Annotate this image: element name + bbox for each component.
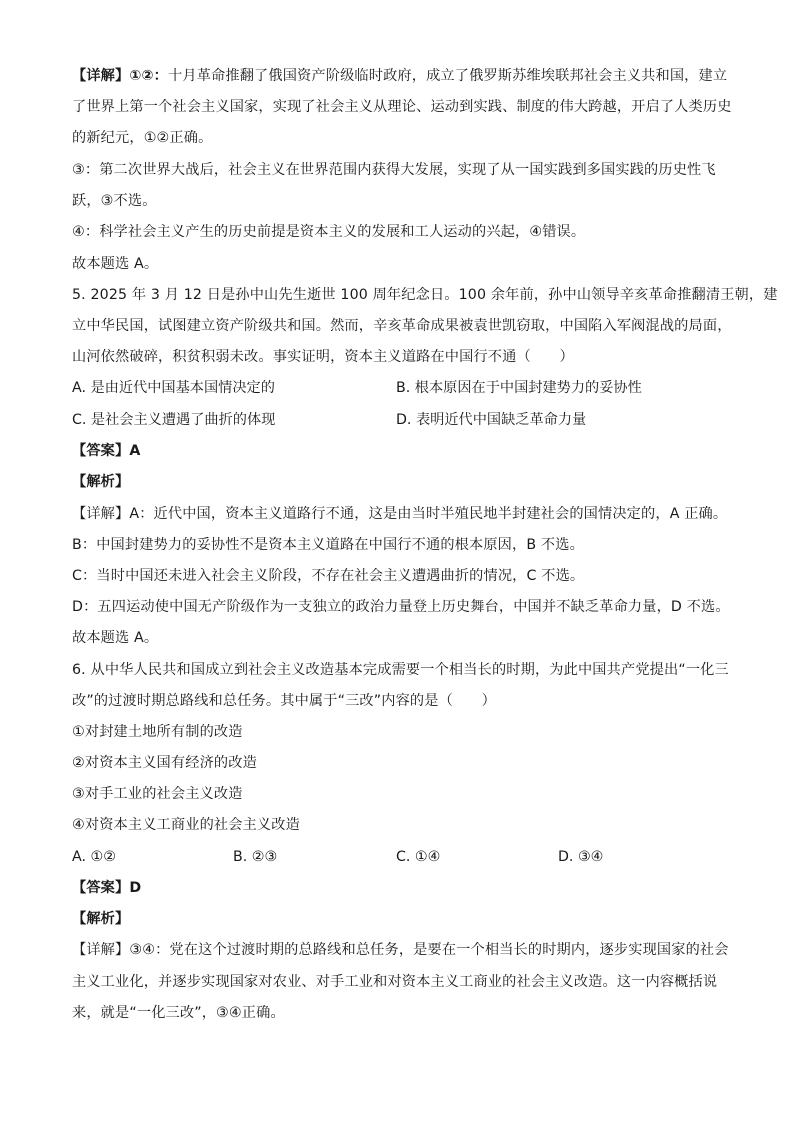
q5-option-d: D. 表明近代中国缺乏革命力量 [396, 412, 587, 428]
q5-stem-line-3: 山河依然破碎，积贫积弱未改。事实证明，资本主义道路在中国行不通（ ） [72, 349, 574, 365]
q6-option-a: A. ①② [72, 849, 116, 865]
q5-detail-b: B：中国封建势力的妥协性不是资本主义道路在中国行不通的根本原因，B 不选。 [72, 537, 584, 553]
q6-detail-line-1: 【详解】③④：党在这个过渡时期的总路线和总任务，是要在一个相当长的时期内，逐步实现国家的社会 [72, 942, 729, 958]
q6-item-4: ④对资本主义工商业的社会主义改造 [72, 817, 300, 833]
q4-detail-line-6: ④：科学社会主义产生的历史前提是资本主义的发展和工人运动的兴起，④错误。 [72, 224, 586, 240]
q6-option-c: C. ①④ [396, 849, 441, 865]
q4-detail-line-1 [72, 66, 732, 86]
q5-detail-d: D：五四运动使中国无产阶级作为一支独立的政治力量登上历史舞台，中国并不缺乏革命力量，D 不选。 [72, 599, 730, 615]
q4-detail-line-4: ③：第二次世界大战后，社会主义在世界范围内获得大发展，实现了从一国实践到多国实践的历史性飞 [72, 162, 716, 178]
q6-stem-line-2: 改”的过渡时期总路线和总任务。其中属于“三改”内容的是（ ） [72, 693, 496, 709]
q6-analysis-heading: 【解析】 [72, 911, 130, 927]
q6-answer: 【答案】D [72, 880, 142, 896]
q6-item-2: ②对资本主义国有经济的改造 [72, 755, 257, 771]
q5-option-b: B. 根本原因在于中国封建势力的妥协性 [396, 380, 642, 396]
q5-option-c: C. 是社会主义遭遇了曲折的体现 [72, 412, 276, 428]
q6-option-d: D. ③④ [558, 849, 604, 865]
q5-detail-a: 【详解】A：近代中国，资本主义道路行不通，这是由当时半殖民地半封建社会的国情决定的，A 正确。 [72, 506, 728, 522]
q4-detail-line-2: 了世界上第一个社会主义国家，实现了社会主义从理论、运动到实践、制度的伟大跨越，开启了人类历史 [72, 99, 732, 115]
q5-answer: 【答案】A [72, 443, 141, 459]
q5-option-a: A. 是由近代中国基本国情决定的 [72, 380, 275, 396]
q5-conclusion: 故本题选 A。 [72, 630, 159, 646]
q4-detail-line-3: 的新纪元，①②正确。 [72, 130, 213, 146]
q5-detail-c: C：当时中国还未进入社会主义阶段，不存在社会主义遭遇曲折的情况，C 不选。 [72, 568, 585, 584]
q4-conclusion: 故本题选 A。 [72, 256, 159, 272]
q4-detail-line-5: 跃，③不选。 [72, 193, 157, 209]
q6-option-b: B. ②③ [233, 849, 278, 865]
q6-detail-line-2: 主义工业化，并逐步实现国家对农业、对手工业和对资本主义工商业的社会主义改造。这一内容概括说 [72, 974, 718, 990]
q6-stem-line-1: 6. 从中华人民共和国成立到社会主义改造基本完成需要一个相当长的时期，为此中国共产党提出“一化三 [72, 662, 729, 678]
q6-detail-line-3: 来，就是“一化三改”，③④正确。 [72, 1005, 285, 1021]
q4-detail-label: 【详解】①②： [72, 68, 169, 84]
q5-stem-line-1: 5. 2025 年 3 月 12 日是孙中山先生逝世 100 周年纪念日。100 余年前，孙中山领导辛亥革命推翻清王朝，建 [72, 287, 778, 303]
q6-item-3: ③对手工业的社会主义改造 [72, 786, 243, 802]
q5-stem-line-2: 立中华民国，试图建立资产阶级共和国。然而，辛亥革命成果被袁世凯窃取，中国陷入军阀混战的局面， [72, 318, 732, 334]
q5-analysis-heading: 【解析】 [72, 474, 130, 490]
q6-item-1: ①对封建土地所有制的改造 [72, 724, 243, 740]
q4-detail-text-1: 十月革命推翻了俄国资产阶级临时政府，成立了俄罗斯苏维埃联邦社会主义共和国，建立 [168, 68, 728, 84]
